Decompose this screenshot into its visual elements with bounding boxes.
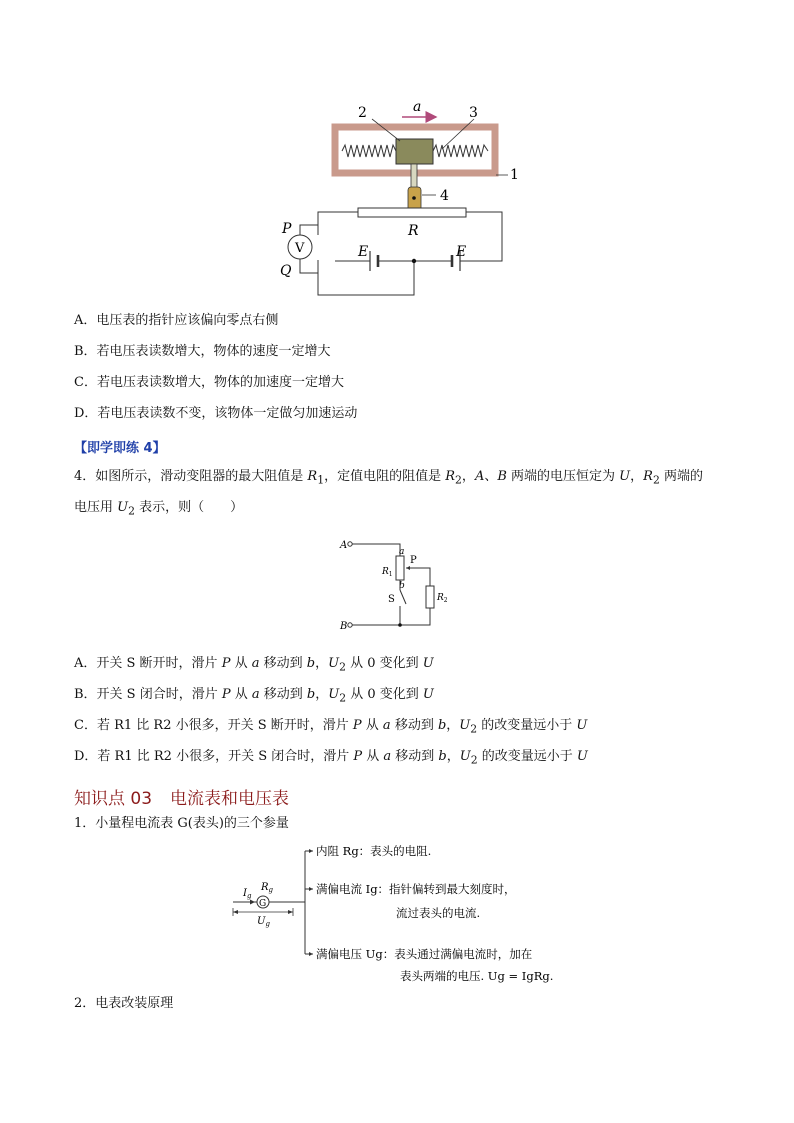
practice-tag: 【即学即练 4】 (74, 441, 166, 456)
q4-option-c: C．若 R1 比 R2 小很多，开关 S 断开时，滑片 P 从 a 移动到 b，$U_2$ 的改变量远小于 U (74, 718, 588, 736)
rheostat-R1 (396, 556, 404, 580)
label-E-right: E (456, 244, 467, 260)
q4-stem-line2: 电压用 $U_2$ 表示，则（ ） (74, 500, 244, 518)
param-internal-resistance: 内阻 Rg：表头的电阻. (316, 844, 432, 858)
label-P: P (282, 221, 292, 237)
item-1: 1．小量程电流表 G(表头)的三个参量 (74, 816, 289, 831)
galvanometer-G: G (259, 899, 267, 909)
mass-block (396, 139, 433, 164)
label-Ig: $I_g$ (243, 888, 252, 900)
switch-S (400, 590, 406, 604)
resistor-R2 (426, 586, 434, 608)
label-P-slider: P (410, 555, 417, 566)
label-4: 4 (440, 188, 449, 204)
q3-option-a: A．电压表的指针应该偏向零点右侧 (74, 313, 279, 328)
accelerometer-circuit-figure (270, 95, 530, 300)
section-heading (74, 784, 289, 809)
label-R2: $R_2$ (437, 593, 448, 604)
item-2: 2．电表改装原理 (74, 996, 174, 1011)
q3-option-c: C．若电压表读数增大，物体的加速度一定增大 (74, 375, 344, 390)
voltmeter-label: V (295, 241, 305, 256)
label-a-terminal: a (399, 547, 405, 557)
label-R1: $R_1$ (382, 567, 393, 578)
label-3: 3 (469, 105, 478, 121)
connecting-rod (411, 164, 417, 188)
left-spring (342, 145, 396, 157)
label-a: a (413, 99, 422, 115)
param-full-scale-current-1: 满偏电流 Ig：指针偏转到最大刻度时， (316, 882, 516, 896)
label-Q: Q (280, 263, 292, 279)
param-full-scale-voltage-1: 满偏电压 Ug：表头通过满偏电流时，加在 (316, 947, 533, 961)
param-full-scale-current-2: 流过表头的电流. (396, 906, 481, 920)
label-A: A (340, 540, 348, 551)
label-S: S (388, 594, 395, 605)
q3-option-d: D．若电压表读数不变，该物体一定做匀加速运动 (74, 406, 358, 421)
label-Rg: $R_g$ (261, 882, 274, 894)
q4-option-d: D．若 R1 比 R2 小很多，开关 S 闭合时，滑片 P 从 a 移动到 b，$U_2$ 的改变量远小于 U (74, 749, 588, 767)
resistor-R (358, 208, 466, 217)
label-R: R (408, 223, 419, 239)
param-full-scale-voltage-2: 表头两端的电压. Ug = IgRg. (400, 969, 554, 983)
label-1: 1 (510, 167, 519, 183)
label-E-left: E (358, 244, 369, 260)
galvanometer-parameters-figure (225, 838, 585, 988)
label-b-terminal: b (399, 581, 405, 591)
section-title: 电流表和电压表 (170, 789, 290, 809)
q4-option-a: A．开关 S 断开时，滑片 P 从 a 移动到 b，$U_2$ 从 0 变化到 U (74, 656, 434, 674)
potentiometer-circuit-figure (330, 532, 460, 634)
label-Ug: $U_g$ (257, 916, 270, 928)
section-number: 知识点 03 (74, 789, 153, 809)
q4-option-b: B．开关 S 闭合时，滑片 P 从 a 移动到 b，$U_2$ 从 0 变化到 U (74, 687, 434, 705)
q4-stem-line1: 4．如图所示，滑动变阻器的最大阻值是 $R_1$，定值电阻的阻值是 $R_2$，A、B 两端的电压恒定为 U，$R_2$ 两端的 (74, 469, 703, 487)
right-spring (433, 145, 488, 157)
q3-option-b: B．若电压表读数增大，物体的速度一定增大 (74, 344, 331, 359)
label-B: B (340, 621, 348, 632)
label-2: 2 (358, 105, 367, 121)
